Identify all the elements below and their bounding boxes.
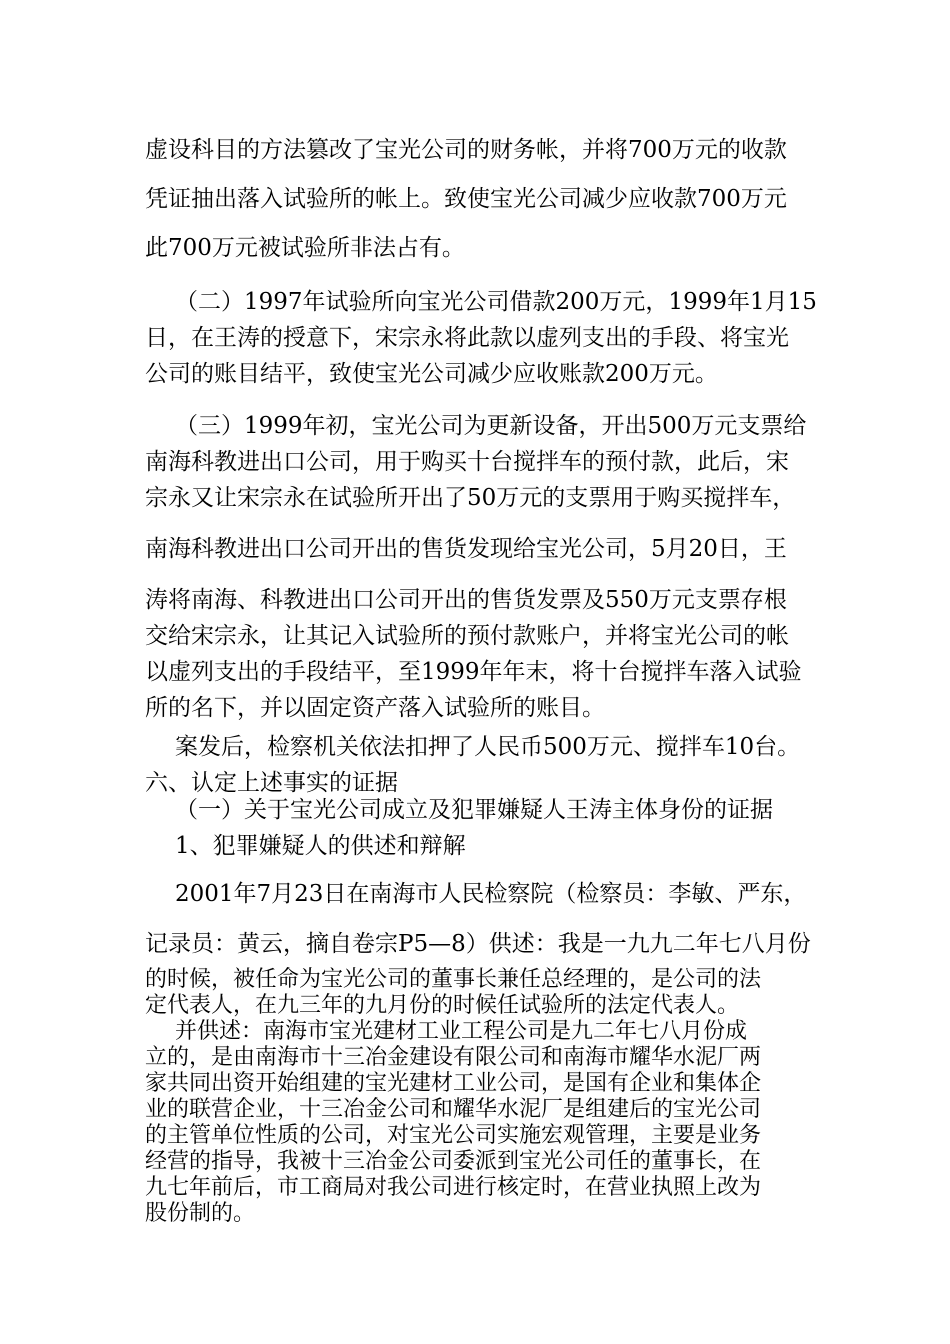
text-line: 公司的账目结平，致使宝光公司减少应收账款200万元。 — [145, 361, 718, 387]
text-line: 虚设科目的方法篡改了宝光公司的财务帐，并将700万元的收款 — [145, 137, 787, 163]
text-line: 以虚列支出的手段结平，至1999年年末，将十台搅拌车落入试验 — [145, 659, 802, 685]
text-line: 日，在王涛的授意下，宋宗永将此款以虚列支出的手段、将宝光 — [145, 325, 789, 351]
text-line: 立的，是由南海市十三冶金建设有限公司和南海市耀华水泥厂两 — [145, 1045, 762, 1070]
text-line: 南海科教进出口公司开出的售货发现给宝光公司，5月20日，王 — [145, 536, 787, 562]
text-line: 凭证抽出落入试验所的帐上。致使宝光公司减少应收款700万元 — [145, 186, 787, 212]
text-line: 交给宋宗永，让其记入试验所的预付款账户，并将宝光公司的帐 — [145, 623, 789, 649]
text-line: 业的联营企业，十三冶金公司和耀华水泥厂是组建后的宝光公司 — [145, 1097, 762, 1122]
text-line: 九七年前后，市工商局对我公司进行核定时，在营业执照上改为 — [145, 1175, 762, 1200]
text-line: 2001年7月23日在南海市人民检察院（检察员：李敏、严东， — [175, 881, 807, 907]
text-line: （三）1999年初，宝光公司为更新设备，开出500万元支票给 — [175, 413, 807, 439]
text-line: 的时候，被任命为宝光公司的董事长兼任总经理的，是公司的法 — [145, 967, 762, 992]
text-line: 的主管单位性质的公司，对宝光公司实施宏观管理，主要是业务 — [145, 1123, 762, 1148]
text-line: 经营的指导，我被十三冶金公司委派到宝光公司任的董事长，在 — [145, 1149, 762, 1174]
text-line: 所的名下，并以固定资产落入试验所的账目。 — [145, 695, 605, 721]
subsection-heading: 1、犯罪嫌疑人的供述和辩解 — [175, 833, 466, 859]
text-line: （二）1997年试验所向宝光公司借款200万元，1999年1月15 — [175, 289, 817, 315]
text-line: 定代表人，在九三年的九月份的时候任试验所的法定代表人。 — [145, 993, 740, 1018]
text-line: 宗永又让宋宗永在试验所开出了50万元的支票用于购买搅拌车， — [145, 485, 796, 511]
text-line: 记录员：黄云，摘自卷宗P5—8）供述：我是一九九二年七八月份 — [145, 931, 811, 957]
text-line: 案发后，检察机关依法扣押了人民币500万元、搅拌车10台。 — [175, 734, 801, 760]
text-line: 股份制的。 — [145, 1201, 256, 1226]
text-line: 家共同出资开始组建的宝光建材工业公司，是国有企业和集体企 — [145, 1071, 762, 1096]
text-line: 并供述：南海市宝光建材工业工程公司是九二年七八月份成 — [175, 1019, 748, 1044]
text-line: 涛将南海、科教进出口公司开出的售货发票及550万元支票存根 — [145, 587, 787, 613]
text-line: 南海科教进出口公司，用于购买十台搅拌车的预付款，此后，宋 — [145, 449, 789, 475]
subsection-heading: （一）关于宝光公司成立及犯罪嫌疑人王涛主体身份的证据 — [175, 797, 773, 823]
text-line: 此700万元被试验所非法占有。 — [145, 235, 465, 261]
section-heading: 六、认定上述事实的证据 — [145, 770, 398, 796]
